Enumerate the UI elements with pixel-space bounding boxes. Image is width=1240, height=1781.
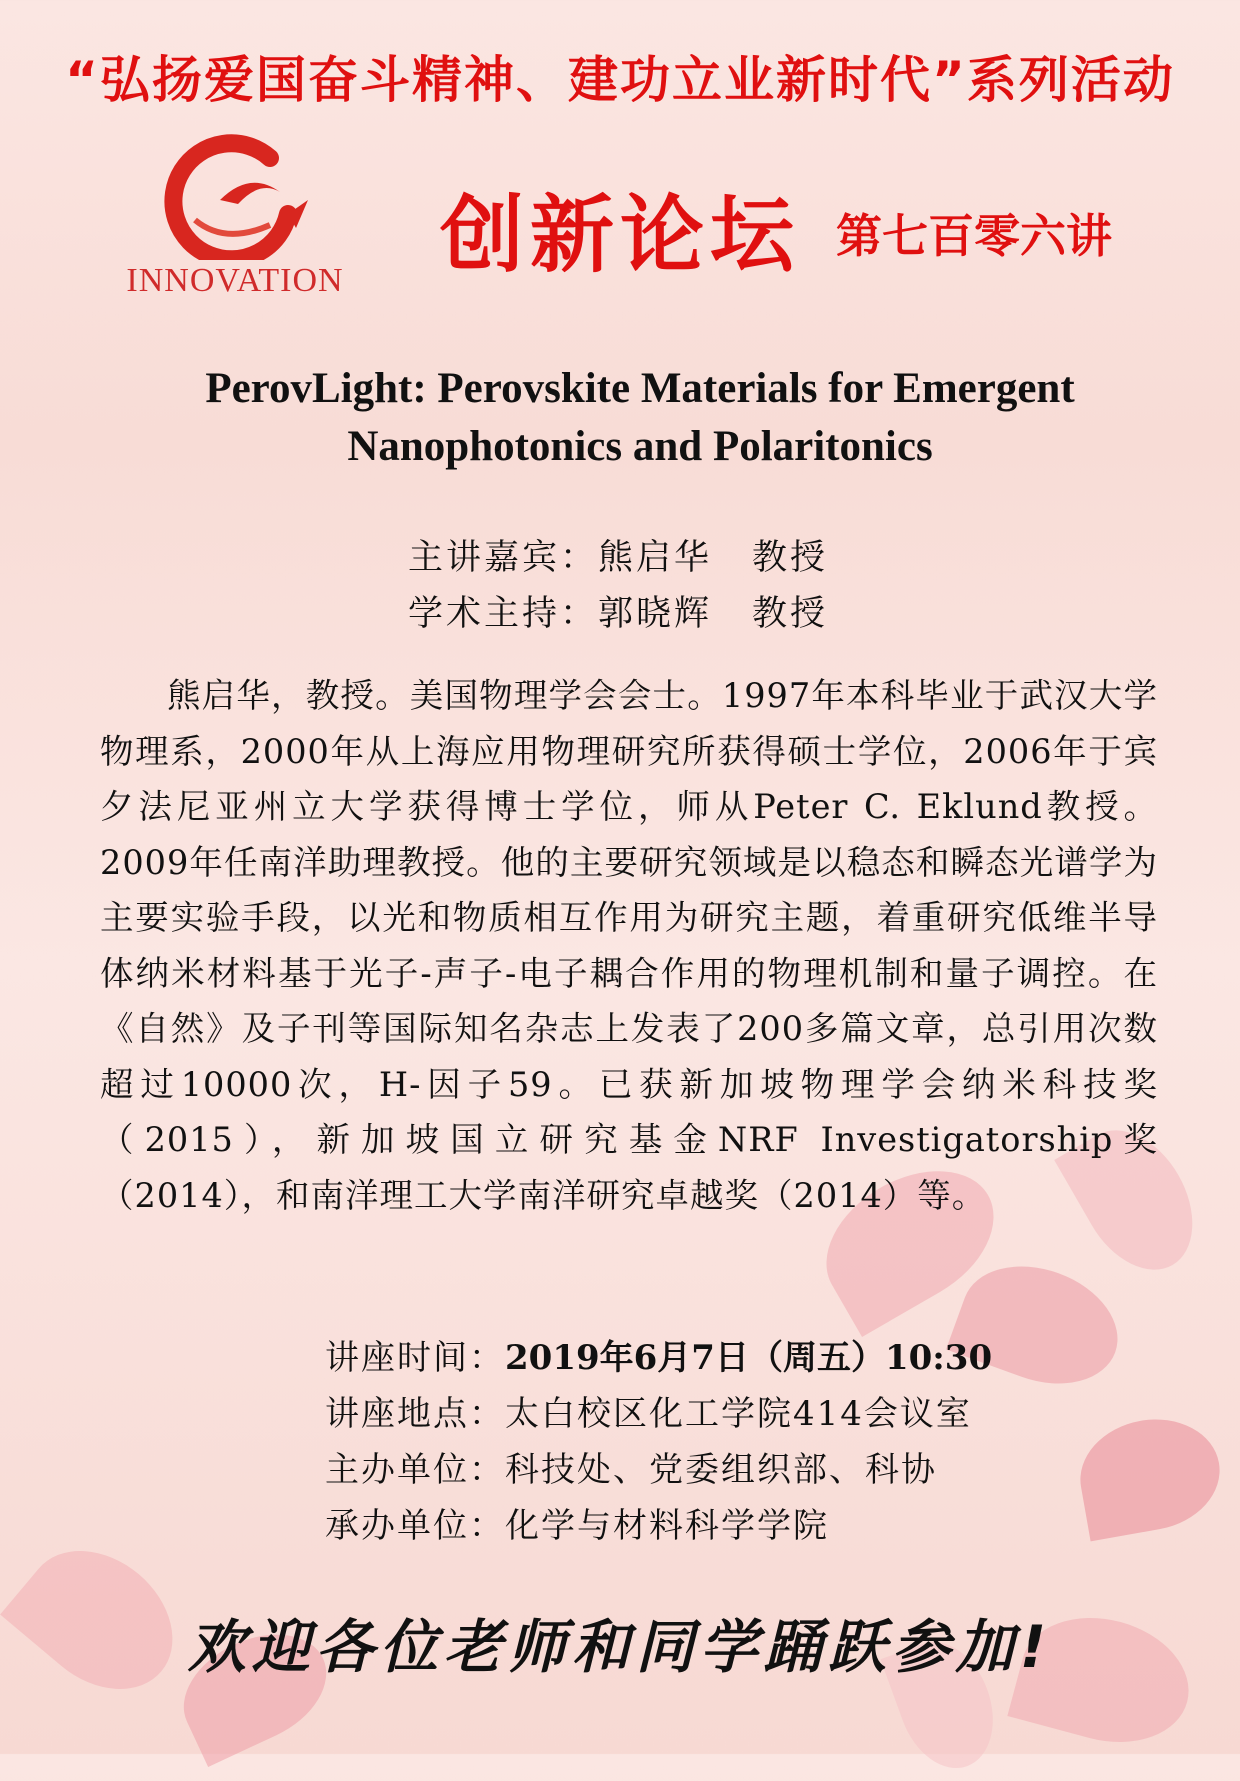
speaker-bio: 熊启华，教授。美国物理学会会士。1997年本科毕业于武汉大学物理系，2000年从上海应用物理研究所获得硕士学位，2006年于宾夕法尼亚州立大学获得博士学位，师从Peter C. Eklund教授。2009年任南洋助理教授。他的主要研究领域是以稳态和瞬态光谱学为主要实验手段，以光和物质相互作用为研究主题，着重研究低维半导体纳米材料基于光子-声子-电子耦合作用的物理机制和量子调控。在《自然》及子刊等国际知名杂志上发表了200多篇文章，总引用次数超过10000次，H-因子59。已获新加坡物理学会纳米科技奖（2015），新加坡国立研究基金NRF Investigatorship奖（2014），和南洋理工大学南洋研究卓越奖（2014）等。 (100, 676, 1158, 1215)
speaker-title: 教授 (752, 538, 829, 578)
speaker-label: 主讲嘉宾： (408, 538, 599, 578)
series-title: “弘扬爱国奋斗精神、建功立业新时代”系列活动 (65, 51, 1175, 109)
host-row (408, 586, 828, 642)
place-label: 讲座地点： (325, 1394, 505, 1434)
organizer-label: 主办单位： (325, 1450, 505, 1490)
event-details (325, 1330, 992, 1554)
logo-text: INNOVATION (126, 262, 344, 299)
talk-title-line1: PerovLight: Perovskite Materials for Emergent (205, 365, 1075, 412)
forum-name: 创新论坛 (440, 186, 801, 284)
organizer-value: 科技处、党委组织部、科协 (505, 1450, 937, 1490)
people-block (408, 530, 828, 642)
host-name: 郭晓辉 (598, 594, 713, 634)
welcome-message: 欢迎各位老师和同学踊跃参加! (187, 1613, 1053, 1681)
undertaker-value: 化学与材料科学学院 (505, 1506, 829, 1546)
undertaker-label: 承办单位： (325, 1506, 505, 1546)
time-label: 讲座时间： (325, 1338, 505, 1378)
speaker-name: 熊启华 (598, 538, 713, 578)
time-value: 2019年6月7日（周五）10:30 (505, 1338, 993, 1378)
place-value: 太白校区化工学院414会议室 (505, 1394, 972, 1434)
talk-title-line2: Nanophotonics and Polaritonics (347, 423, 933, 470)
organizer-row (325, 1442, 992, 1498)
undertaker-row (325, 1498, 992, 1554)
innovation-logo (120, 130, 350, 305)
host-title: 教授 (752, 594, 829, 634)
talk-title (80, 360, 1200, 476)
innovation-swirl-icon (120, 130, 350, 260)
speaker-row (408, 530, 828, 586)
lecture-number: 第七百零六讲 (836, 209, 1112, 263)
time-row (325, 1330, 992, 1386)
place-row (325, 1386, 992, 1442)
host-label: 学术主持： (408, 594, 599, 634)
